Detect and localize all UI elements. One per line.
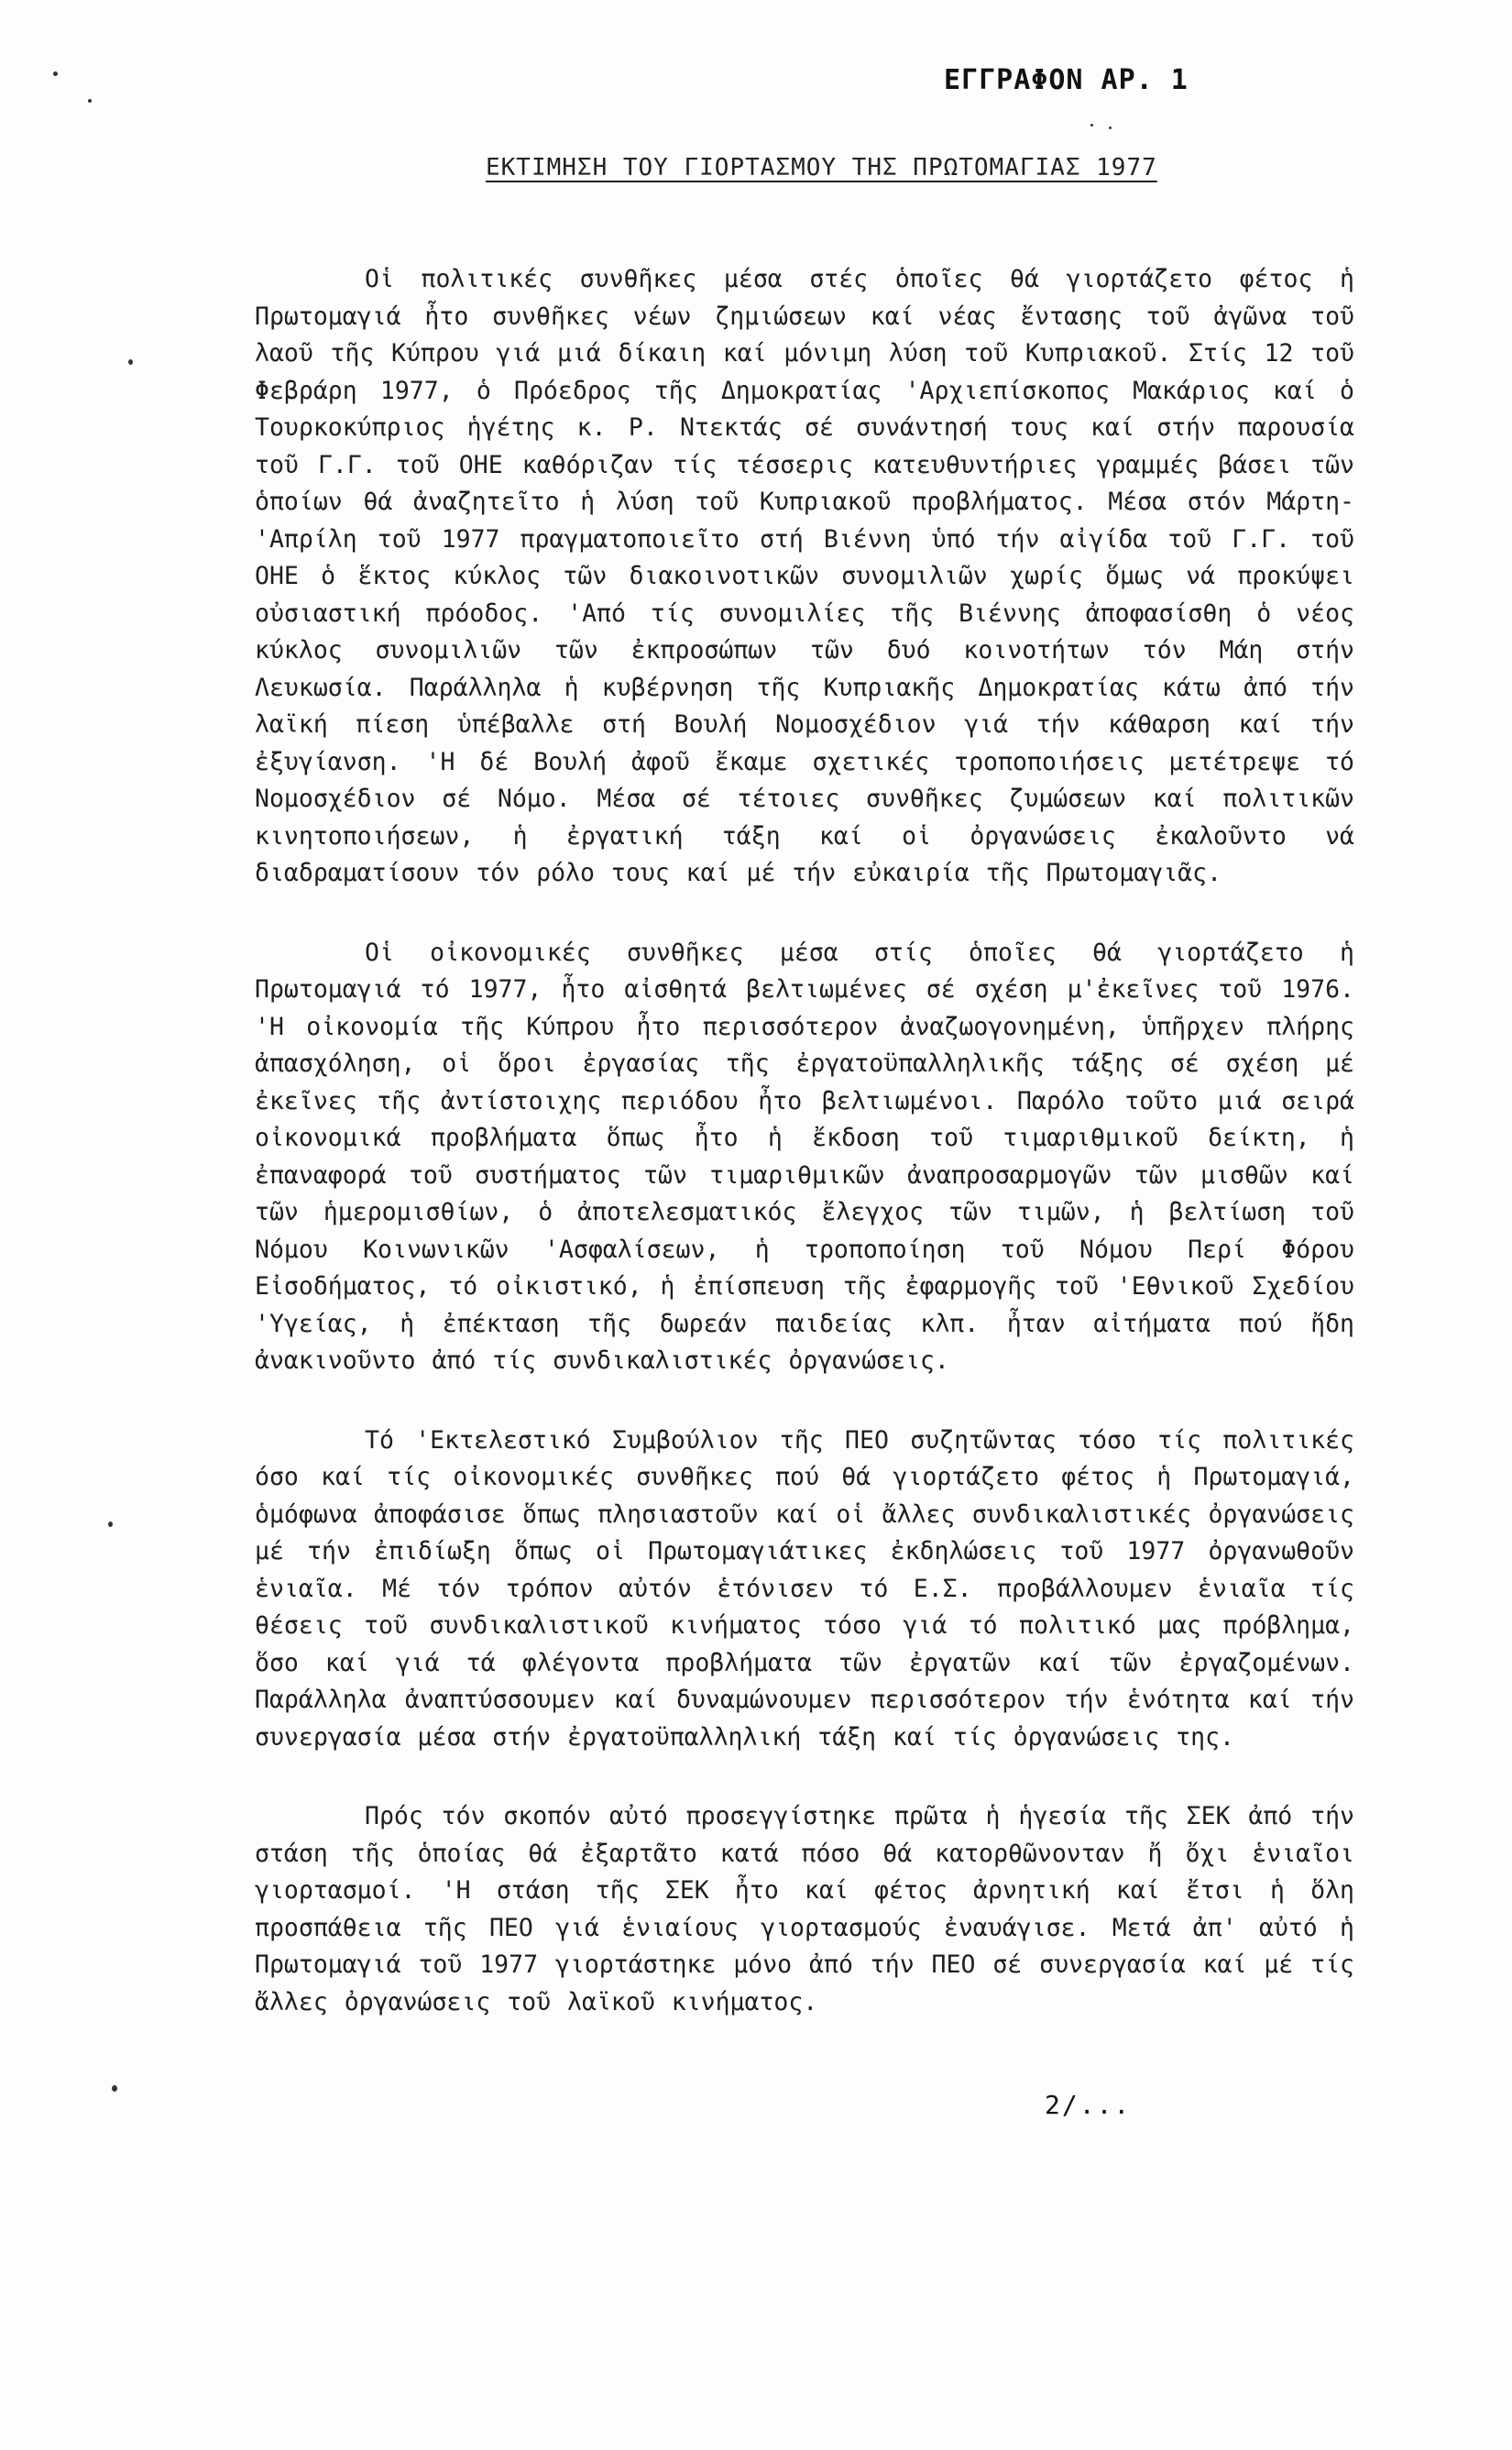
paragraph-political: Οἱ πολιτικές συνθῆκες μέσα στές ὁποῖες θά γιορτάζετο φέτος ἡ Πρωτομαγιά ἦτο συνθῆκες νέων ζημιώσεων καί νέας ἔντασης τοῦ ἀγῶνα τοῦ λαοῦ τῆς Κύπρου γιά μιά δίκαιη καί μόνιμη λύση τοῦ Κυπριακοῦ. Στίς 12 τοῦ Φεβράρη 1977, ὁ Πρόεδρος τῆς Δημοκρατίας 'Αρχιεπίσκοπος Μακάριος καί ὁ Τουρκοκύπριος ἡγέτης κ. Ρ. Ντεκτάς σέ συνάντησή τους καί στήν παρουσία τοῦ Γ.Γ. τοῦ ΟΗΕ καθόριζαν τίς τέσσερις κατευθυντήριες γραμμές βάσει τῶν ὁποίων θά ἀναζητεῖτο ἡ λύση τοῦ Κυπριακοῦ προβλήματος. Μέσα στόν Μάρτη-'Απρίλη τοῦ 1977 πραγματοποιεῖτο στή Βιέννη ὑπό τήν αἰγίδα τοῦ Γ.Γ. τοῦ ΟΗΕ ὁ ἕκτος κύκλος τῶν διακοινοτικῶν συνομιλιῶν χωρίς ὅμως νά προκύψει οὐσιαστική πρόοδος. 'Από τίς συνομιλίες τῆς Βιέννης ἀποφασίσθη ὁ νέος κύκλος συνομιλιῶν τῶν ἐκπροσώπων τῶν δυό κοινοτήτων τόν Μάη στήν Λευκωσία. Παράλληλα ἡ κυβέρνηση τῆς Κυπριακῆς Δημοκρατίας κάτω ἀπό τήν λαϊκή πίεση ὑπέβαλλε στή Βουλή Νομοσχέδιον γιά τήν κάθαρση καί τήν ἐξυγίανση. 'Η δέ Βουλή ἀφοῦ ἔκαμε σχετικές τροποποιήσεις μετέτρεψε τό Νομοσχέδιον σέ Νόμο. Μέσα σέ τέτοιες συνθῆκες ζυμώσεων καί πολιτικῶν κινητοποιήσεων, ἡ ἐργατική τάξη καί οἱ ὀργανώσεις ἐκαλοῦντο νά διαδραματίσουν τόν ρόλο τους καί μέ τήν εὐκαιρία τῆς Πρωτομαγιᾶς. <box>255 265 1354 887</box>
scan-speck <box>88 99 92 103</box>
page-continuation: 2/... <box>1045 2090 1132 2120</box>
document-reference: ΕΓΓΡΑΦΟΝ ΑΡ. 1 <box>944 64 1189 96</box>
scan-speck <box>1090 124 1093 126</box>
document-body <box>255 261 1354 2063</box>
document-title: ΕΚΤΙΜΗΣΗ ΤΟΥ ΓΙΟΡΤΑΣΜΟΥ ΤΗΣ ΠΡΩΤΟΜΑΓΙΑΣ 1977 <box>486 154 1157 181</box>
paragraph-sek-stance: Πρός τόν σκοπόν αὐτό προσεγγίστηκε πρῶτα ἡ ἡγεσία τῆς ΣΕΚ ἀπό τήν στάση τῆς ὁποίας θά ἐξαρτᾶτο κατά πόσο θά κατορθῶνονταν ἤ ὄχι ἑνιαῖοι γιορτασμοί. 'Η στάση τῆς ΣΕΚ ἦτο καί φέτος ἀρνητική καί ἔτσι ἡ ὅλη προσπάθεια τῆς ΠΕΟ γιά ἑνιαίους γιορτασμούς ἐναυάγισε. Μετά ἀπ' αὐτό ἡ Πρωτομαγιά τοῦ 1977 γιορτάστηκε μόνο ἀπό τήν ΠΕΟ σέ συνεργασία καί μέ τίς ἄλλες ὀργανώσεις τοῦ λαϊκοῦ κινήματος. <box>255 1802 1354 2016</box>
paragraph-economic: Οἱ οἰκονομικές συνθῆκες μέσα στίς ὁποῖες θά γιορτάζετο ἡ Πρωτομαγιά τό 1977, ἦτο αἰσθητά βελτιωμένες σέ σχέση μ'ἐκεῖνες τοῦ 1976. 'Η οἰκονομία τῆς Κύπρου ἦτο περισσότερον ἀναζωογονημένη, ὑπῆρχεν πλήρης ἀπασχόληση, οἱ ὅροι ἐργασίας τῆς ἐργατοϋπαλληλικῆς τάξης σέ σχέση μέ ἐκεῖνες τῆς ἀντίστοιχης περιόδου ἦτο βελτιωμένοι. Παρόλο τοῦτο μιά σειρά οἰκονομικά προβλήματα ὅπως ἦτο ἡ ἔκδοση τοῦ τιμαριθμικοῦ δείκτη, ἡ ἐπαναφορά τοῦ συστήματος τῶν τιμαριθμικῶν ἀναπροσαρμογῶν τῶν μισθῶν καί τῶν ἡμερομισθίων, ὁ ἀποτελεσματικός ἔλεγχος τῶν τιμῶν, ἡ βελτίωση τοῦ Νόμου Κοινωνικῶν 'Ασφαλίσεων, ἡ τροποποίηση τοῦ Νόμου Περί Φόρου Εἰσοδήματος, τό οἰκιστικό, ἡ ἐπίσπευση τῆς ἐφαρμογῆς τοῦ 'Εθνικοῦ Σχεδίου 'Υγείας, ἡ ἐπέκταση τῆς δωρεάν παιδείας κλπ. ἦταν αἰτήματα πού ἤδη ἀνακινοῦντο ἀπό τίς συνδικαλιστικές ὀργανώσεις. <box>255 938 1354 1375</box>
scan-speck <box>128 359 133 365</box>
scan-speck <box>112 2085 117 2092</box>
paragraph-executive-council: Τό 'Εκτελεστικό Συμβούλιον τῆς ΠΕΟ συζητῶντας τόσο τίς πολιτικές όσο καί τίς οἰκονομικές συνθῆκες πού θά γιορτάζετο φέτος ἡ Πρωτομαγιά, ὁμόφωνα ἀποφάσισε ὅπως πλησιαστοῦν καί οἱ ἄλλες συνδικαλιστικές ὀργανώσεις μέ τήν ἐπιδίωξη ὅπως οἱ Πρωτομαγιάτικες ἐκδηλώσεις τοῦ 1977 ὀργανωθοῦν ἑνιαῖα. Μέ τόν τρόπον αὐτόν ἑτόνισεν τό Ε.Σ. προβάλλουμεν ἑνιαῖα τίς θέσεις τοῦ συνδικαλιστικοῦ κινήματος τόσο γιά τό πολιτικό μας πρόβλημα, ὅσο καί γιά τά φλέγοντα προβλήματα τῶν ἐργατῶν καί τῶν ἐργαζομένων. Παράλληλα ἀναπτύσσουμεν καί δυναμώνουμεν περισσότερον τήν ἑνότητα καί τήν συνεργασία μέσα στήν ἐργατοϋπαλληλική τάξη καί τίς ὀργανώσεις της. <box>255 1425 1354 1752</box>
scan-speck <box>1109 126 1112 129</box>
scan-speck <box>53 71 58 76</box>
scan-speck <box>108 1522 113 1527</box>
